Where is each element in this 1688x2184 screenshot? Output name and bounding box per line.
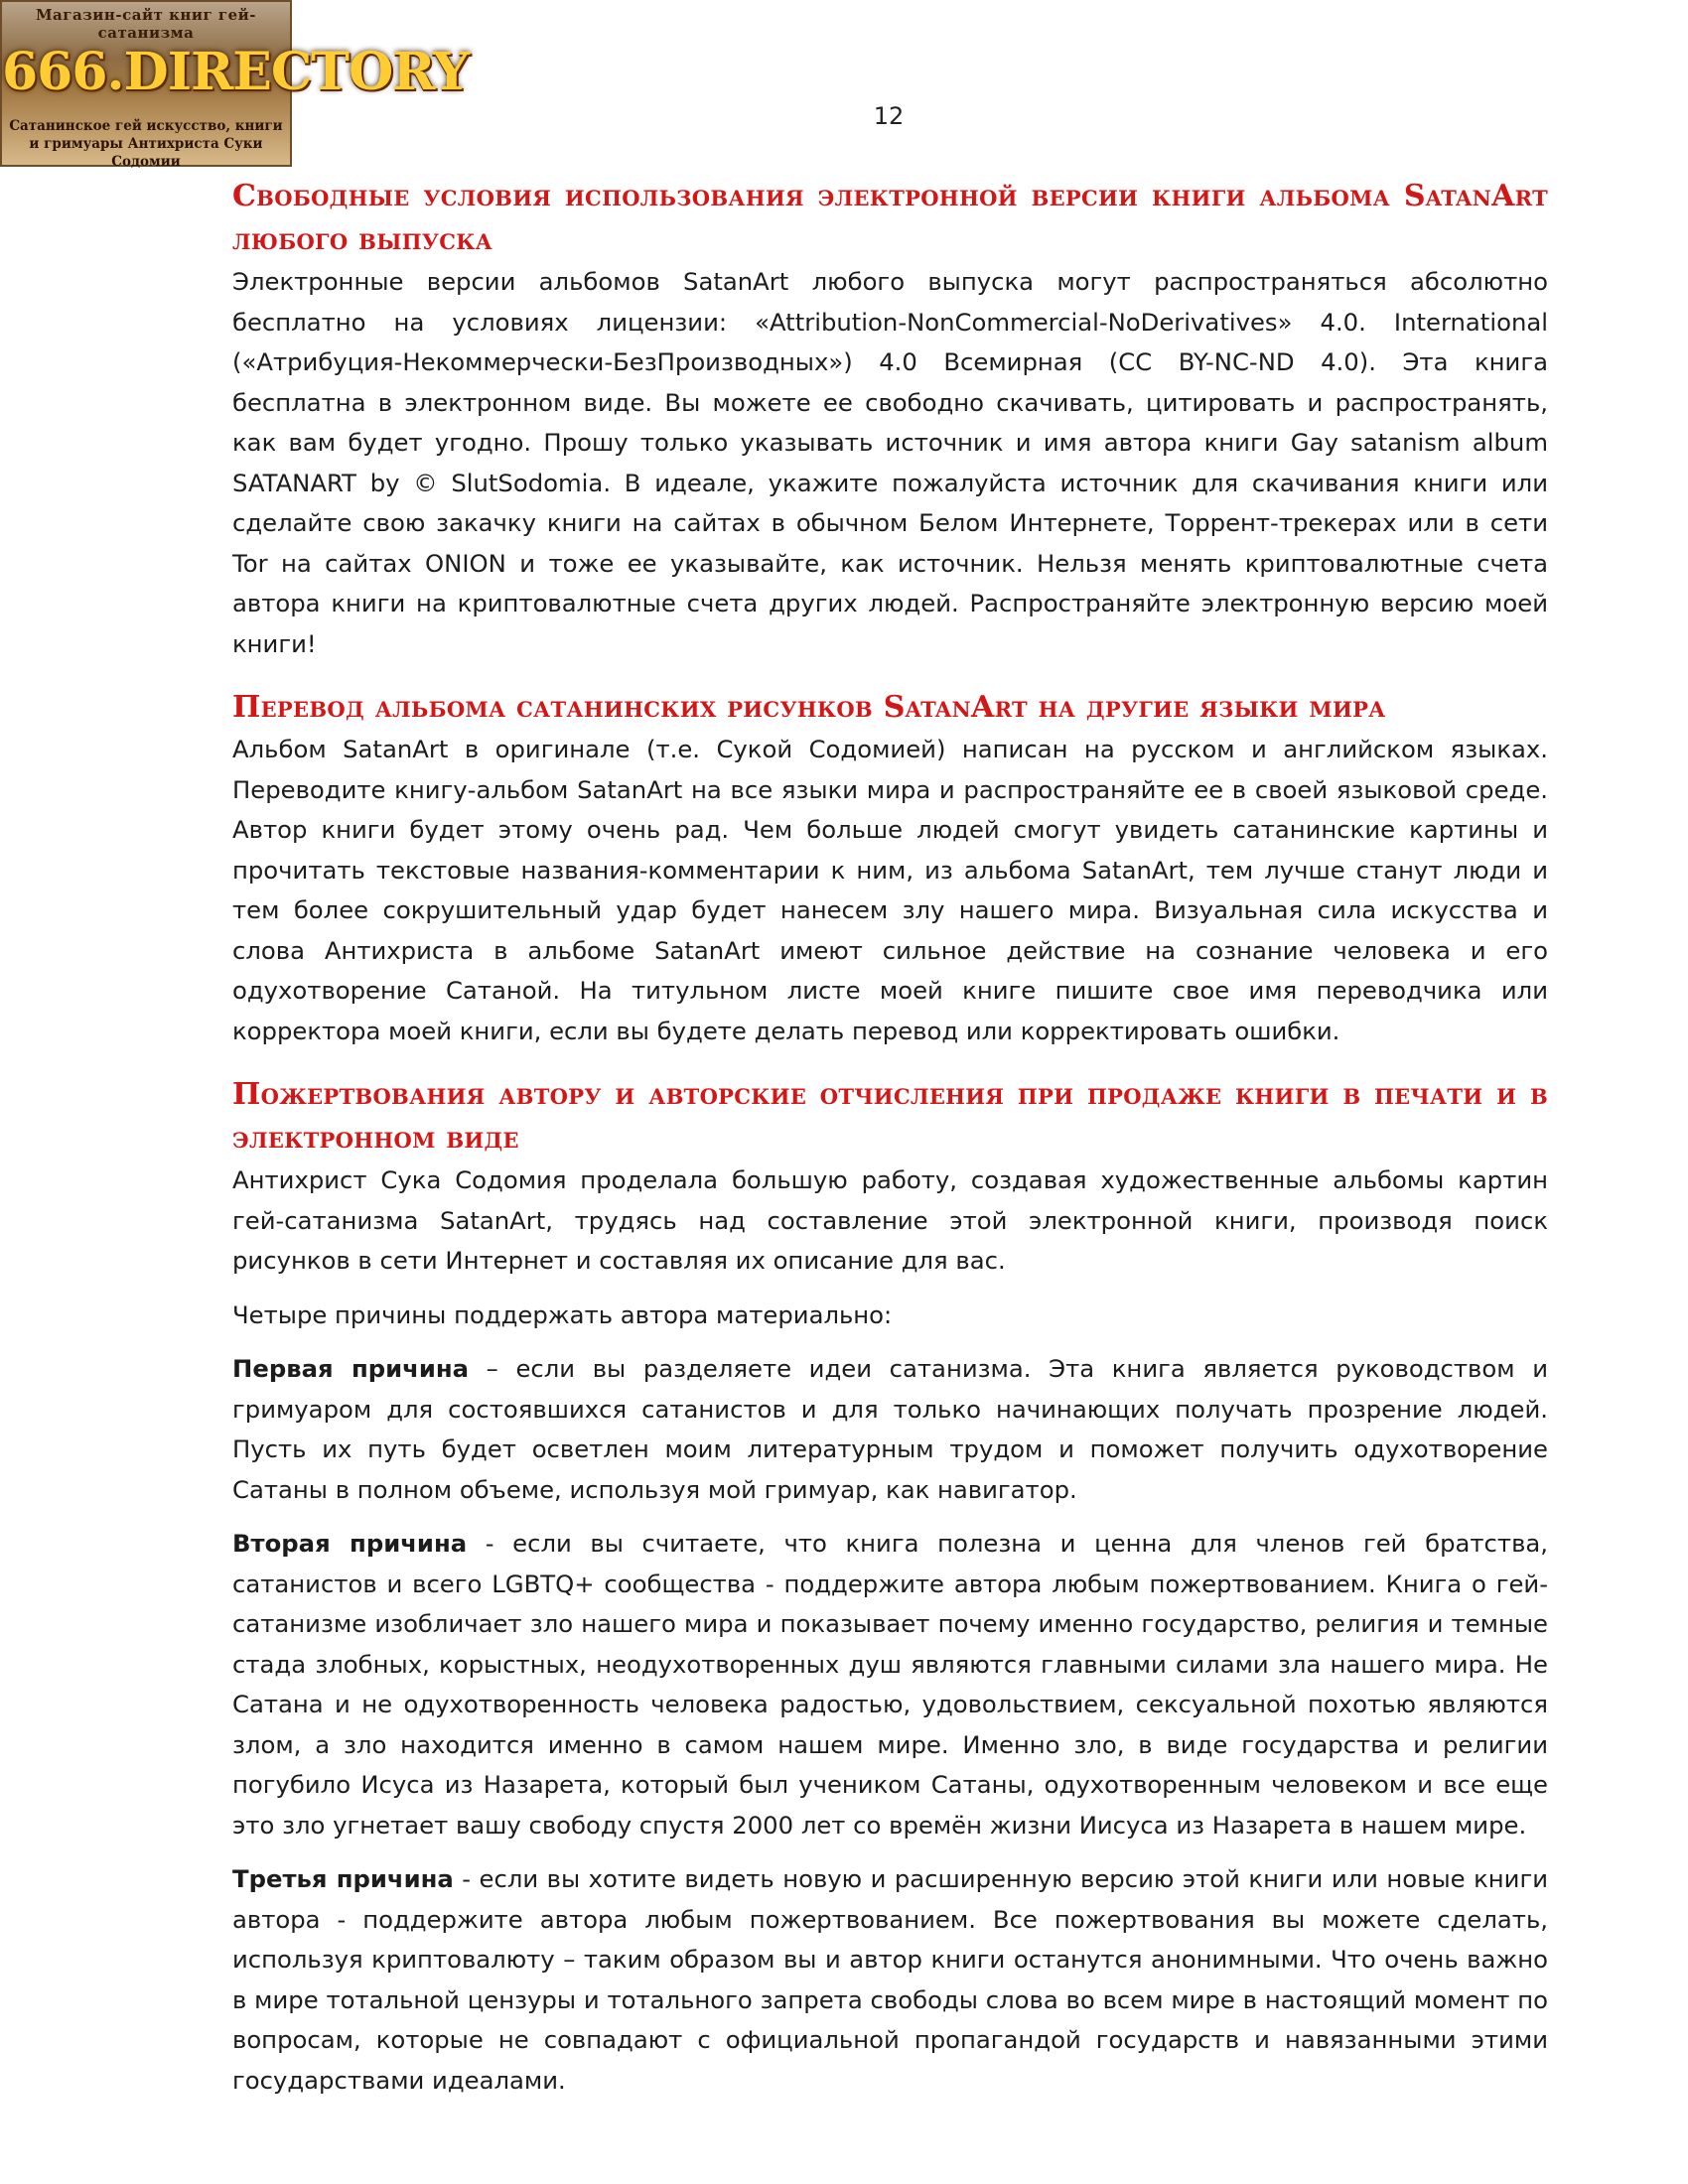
- section-heading: Свободные условия использования электронной версии книги альбома SatanArt любого выпуска: [232, 179, 1548, 257]
- section-donations: [232, 1073, 1548, 2101]
- document-body: [232, 175, 1548, 2101]
- section-license: [232, 175, 1548, 664]
- paragraph: Электронные версии альбомов SatanArt любого выпуска могут распространяться абсолютно бесплатно на условиях лицензии: «Attribution-NonCommercial-NoDerivatives» 4.0. International («Атрибуция-Некоммерчески-БезПроизводных») 4.0 Всемирная (CC BY-NC-ND 4.0). Эта книга бесплатна в электронном виде. Вы можете ее свободно скачивать, цитировать и распространять, как вам будет угодно. Прошу только указывать источник и имя автора книги Gay satanism album SATANART by © SlutSodomia. В идеале, укажите пожалуйста источник для скачивания книги или сделайте свою закачку книги на сайтах в обычном Белом Интернете, Торрент-трекерах или в сети Tor на сайтах ONION и тоже ее указывайте, как источник. Нельзя менять криптовалютные счета автора книги на криптовалютные счета других людей. Распространяйте электронную версию моей книги!: [232, 267, 1548, 658]
- logo-title: 666.DIRECTORY: [2, 42, 470, 102]
- logo-bottom-line-1: Сатанинское гей искусство, книги: [9, 118, 283, 134]
- reason-text: - если вы считаете, что книга полезна и ценна для членов гей братства, сатанистов и всего LGBTQ+ сообщества - поддержите автора любым пожертвованием. Книга о гей-сатанизме изобличает зло нашего мира и показывает почему именно государство, религия и темные стада злобных, корыстных, неодухотворенных душ являются главными силами зла нашего мира. Не Сатана и не одухотворенность человека радостью, удовольствием, сексуальной похотью являются злом, а зло находится именно в самом нашем мире. Именно зло, в виде государства и религии погубило Исуса из Назарета, который был учеником Сатаны, одухотворенным человеком и все еще это зло угнетает вашу свободу спустя 2000 лет со времён жизни Иисуса из Назарета в нашем мире.: [232, 1529, 1548, 1840]
- reason-second: [232, 1524, 1548, 1845]
- paragraph: Альбом SatanArt в оригинале (т.е. Сукой Содомией) написан на русском и английском языках. Переводите книгу-альбом SatanArt на все языки мира и распространяйте ее в своей языковой среде. Автор книги будет этому очень рад. Чем больше людей смогут увидеть сатанинские картины и прочитать текстовые названия-комментарии к ним, из альбома SatanArt, тем лучше станут люди и тем более сокрушительный удар будет нанесем злу нашего мира. Визуальная сила искусства и слова Антихриста в альбоме SatanArt имеют сильное действие на сознание человека и его одухотворение Сатаной. На титульном листе моей книге пишите свое имя переводчика или корректора моей книги, если вы будете делать перевод или корректировать ошибки.: [232, 735, 1548, 1045]
- reason-lead: Вторая причина: [232, 1529, 468, 1558]
- page-number: 12: [873, 102, 905, 130]
- reason-third: [232, 1859, 1548, 2101]
- reasons-intro: Четыре причины поддержать автора материально:: [232, 1299, 893, 1329]
- logo-bottom-text: [2, 117, 290, 171]
- paragraph-intro: Антихрист Сука Содомия проделала большую работу, создавая художественные альбомы картин гей-сатанизма SatanArt, трудясь над составление этой электронной книги, производя поиск рисунков в сети Интернет и составляя их описание для вас.: [232, 1165, 1548, 1275]
- logo-bottom-line-2: и гримуары Антихриста Суки Содомии: [29, 136, 263, 170]
- reason-lead: Третья причина: [232, 1864, 454, 1893]
- section-heading: Пожертвования автору и авторские отчисления при продаже книги в печати и в электронном виде: [232, 1077, 1548, 1156]
- reason-lead: Первая причина: [232, 1354, 470, 1383]
- reason-text: – если вы разделяете идеи сатанизма. Эта книга является руководством и гримуаром для состоявшихся сатанистов и для только начинающих получать прозрение людей. Пусть их путь будет осветлен моим литературным трудом и поможет получить одухотворение Сатаны в полном объеме, используя мой гримуар, как навигатор.: [232, 1354, 1548, 1504]
- section-translation: [232, 686, 1548, 1051]
- logo-top-line: Магазин-сайт книг гей-сатанизма: [35, 6, 257, 42]
- reason-text: - если вы хотите видеть новую и расширенную версию этой книги или новые книги автора - поддержите автора любым пожертвованием. Все пожертвования вы можете сделать, используя криптовалюту – таким образом вы и автор книги останутся анонимными. Что очень важно в мире тотальной цензуры и тотального запрета свободы слова во всем мире в настоящий момент по вопросам, которые не совпадают с официальной пропагандой государств и навязанными этими государствами идеалами.: [232, 1864, 1548, 2095]
- site-logo: [0, 0, 470, 170]
- reason-first: [232, 1349, 1548, 1510]
- section-heading: Перевод альбома сатанинских рисунков SatanArt на другие языки мира: [232, 690, 1386, 725]
